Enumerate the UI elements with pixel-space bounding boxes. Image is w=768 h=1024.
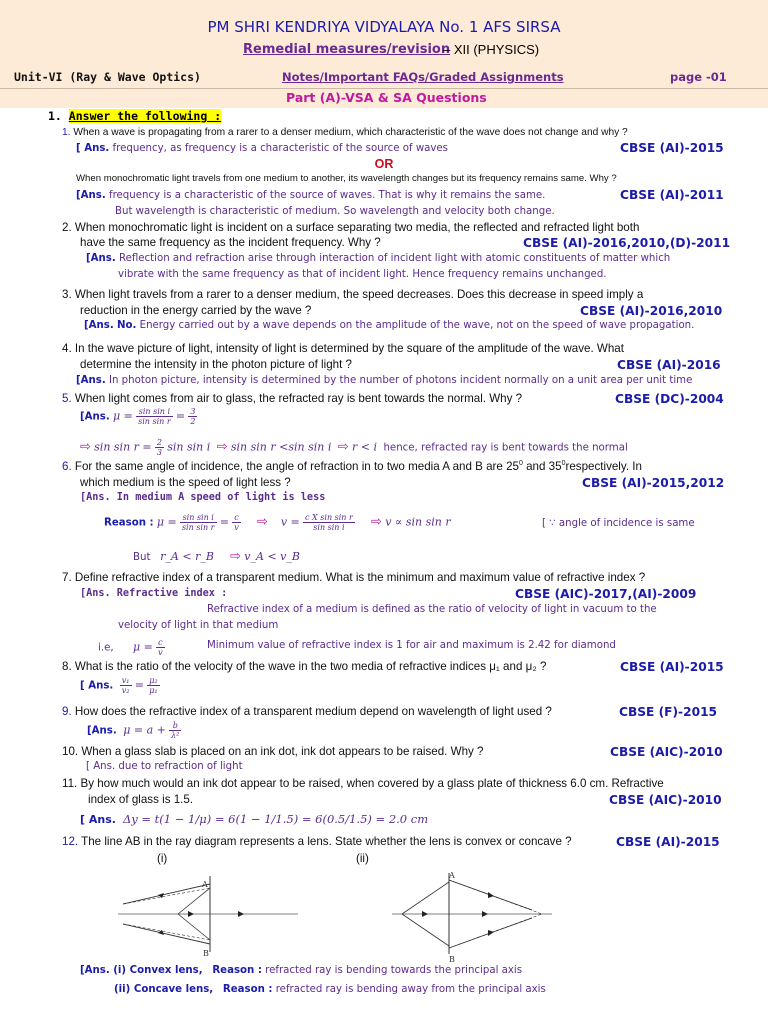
q5-frac-1: [136, 407, 173, 426]
label-b: B: [203, 949, 209, 958]
school-name: PM SHRI KENDRIYA VIDYALAYA No. 1 AFS SIRSA: [207, 18, 561, 36]
ray-upper-refracted: [402, 882, 449, 914]
q5-l2c: sin sin r <sin sin i: [230, 440, 332, 454]
q5-mu: μ =: [112, 409, 133, 423]
q5-frac-3-den: 3: [156, 448, 162, 457]
q10-cbse: CBSE (AIC)-2010: [610, 745, 723, 759]
q8-frac-2-num: μ₂: [149, 676, 158, 685]
arrow-icon: [422, 911, 428, 917]
q6-frac-3-num: c X sin sin r: [305, 513, 353, 522]
q9-cbse: CBSE (F)-2015: [619, 705, 718, 719]
q3-ans-no: No.: [116, 320, 137, 331]
q5-ans-label: [Ans.: [80, 411, 110, 423]
q5-frac-2-num: 3: [190, 407, 196, 416]
q9-frac-den: λ²: [171, 731, 180, 740]
q4-line1: 4. In the wave picture of light, intensity of light is determined by the square of the amplitude of the wave. What: [62, 342, 624, 355]
q7-definition-1: Refractive index of a medium is defined as the ratio of velocity of light in vacuum to the: [207, 604, 657, 615]
q1-question: [62, 127, 628, 138]
q2-ans-label: [Ans.: [86, 253, 116, 264]
q7-frac-num: c: [156, 638, 165, 648]
q6-frac-1-num: sin sin i: [180, 513, 217, 523]
q11-answer: [80, 812, 428, 826]
q3-cbse: CBSE (AI)-2016,2010: [580, 304, 723, 318]
q4-line2: determine the intensity in the photon picture of light ?: [80, 358, 352, 371]
q2-ans-text: Reflection and refraction arise through interaction of incident light with atomic constituents of matter which: [118, 253, 671, 264]
ray-lower-incident: [123, 924, 210, 944]
q5-l2a: sin sin r =: [94, 440, 152, 454]
q12-answer-2: [114, 984, 546, 995]
q5-l2e: hence, refracted ray is bent towards the normal: [383, 442, 628, 454]
section-number: 1.: [48, 109, 62, 123]
header-rule: [0, 88, 768, 89]
q5-frac-3-num: 2: [156, 438, 162, 447]
q9-ans-label: [Ans.: [87, 725, 117, 737]
q5-text: When light comes from air to glass, the refracted ray is bent towards the normal. Why ?: [74, 392, 523, 405]
q8-answer: [80, 676, 160, 695]
arrow-icon: [482, 911, 488, 917]
q9-answer: [87, 721, 181, 740]
arrow-icon: ⇨: [337, 439, 349, 455]
q12-cbse: CBSE (AI)-2015: [616, 835, 720, 849]
q7-answer: [Ans. Refractive index :: [80, 588, 228, 599]
q6-mu: μ =: [156, 515, 177, 529]
section-heading: [48, 109, 221, 123]
arrow-icon: ⇨: [256, 514, 268, 530]
q12-ans2-reason: Reason :: [222, 984, 273, 995]
q2-answer: [86, 253, 670, 264]
q6-but: But: [133, 552, 151, 563]
q12-question: [62, 835, 572, 848]
q6-number: 6.: [62, 460, 72, 473]
remedial-title: Remedial measures/revision: [243, 42, 451, 57]
q9-question: [62, 705, 552, 718]
q4-answer: [76, 375, 692, 386]
ray-lower-refracted: [178, 914, 210, 940]
page-number: page -01: [670, 70, 727, 84]
q5-frac-1-den: sin sin r: [138, 417, 171, 426]
q5-l2b: sin sin i: [167, 440, 211, 454]
q10-question: 10. When a glass slab is placed on an ink dot, ink dot appears to be raised. Why ?: [62, 745, 484, 758]
q6-frac-2: [232, 513, 241, 532]
q7-line1: 7. Define refractive index of a transparent medium. What is the minimum and maximum value of refractive index ?: [62, 571, 646, 584]
q6-frac-3: [303, 513, 355, 532]
q4-ans-text: In photon picture, intensity is determined by the number of photons incident normally on a unit area per unit time: [108, 375, 693, 386]
q1b-answer: [76, 190, 545, 201]
arrow-icon: ⇨: [230, 549, 242, 564]
q3-line2: reduction in the energy carried by the wave ?: [80, 304, 312, 317]
unit-label: Unit-VI (Ray & Wave Optics): [14, 70, 201, 84]
part-title: Part (A)-VSA & SA Questions: [286, 90, 487, 105]
q5-cbse: CBSE (DC)-2004: [615, 392, 724, 406]
label-a: A: [202, 880, 208, 889]
q12-ans1-label: [Ans. (i) Convex lens,: [80, 965, 203, 976]
q6-frac-3-den: sin sin i: [313, 523, 345, 532]
q12-ans2-text: refracted ray is bending away from the principal axis: [275, 984, 546, 995]
q6-sup-1: 0: [518, 460, 523, 468]
q5-answer-line2: [80, 438, 628, 457]
q5-eq1: =: [175, 409, 186, 423]
q11-line1: 11. By how much would an ink dot appear to be raised, when covered by a glass plate of thickness 6.0 cm. Refractive: [62, 777, 664, 790]
q1b-ans-label: [Ans.: [76, 190, 106, 201]
ray-upper-dashed: [123, 888, 210, 904]
arrow-icon: [488, 930, 494, 936]
q5-frac-2: [188, 407, 197, 426]
q3-ans-text: Energy carried out by a wave depends on the amplitude of the wave, not on the speed of wave propagation.: [139, 320, 695, 331]
q1-text: When a wave is propagating from a rarer to a denser medium, which characteristic of the wave does not change and why ?: [73, 127, 628, 138]
q12-ans1-reason: Reason :: [212, 965, 262, 976]
q7-frac-den: v: [158, 648, 163, 657]
q9-text: How does the refractive index of a transparent medium depend on wavelength of light used ?: [74, 705, 552, 718]
notes-label: Notes/Important FAQs/Graded Assignments: [282, 70, 564, 84]
q12-ans1-text: refracted ray is bending towards the principal axis: [265, 965, 523, 976]
q6-frac-2-num: c: [232, 513, 241, 523]
q6-but-1: r_A < r_B: [160, 550, 214, 563]
q1-cbse: CBSE (AI)-2015: [620, 141, 724, 155]
arrow-icon: [188, 911, 194, 917]
q5-l2d: r < i: [351, 440, 377, 454]
q6-text-3: respectively. In: [565, 460, 642, 473]
label-b: B: [449, 955, 455, 964]
q3-ans-label: [Ans.: [84, 320, 114, 331]
q2-cbse: CBSE (AI)-2016,2010,(D)-2011: [523, 236, 731, 250]
ray-diagram-concave: [392, 868, 552, 966]
q2-answer-2: vibrate with the same frequency as that of incident light. Hence frequency remains unchanged.: [118, 269, 607, 280]
q8-frac-2: [147, 676, 159, 695]
or-divider: OR: [374, 157, 394, 171]
q6-cbse: CBSE (AI)-2015,2012: [582, 476, 725, 490]
q12-text: The line AB in the ray diagram represents a lens. State whether the lens is convex or concave ?: [81, 835, 572, 848]
q6-but-line: [133, 549, 300, 564]
ray-upper-refracted: [178, 888, 210, 914]
q5-frac-1-num: sin sin i: [136, 407, 173, 417]
q12-ans2-label: (ii) Concave lens,: [114, 984, 214, 995]
q11-ans-label: [ Ans.: [80, 813, 116, 826]
arrow-icon: [488, 892, 494, 898]
q7-cbse: CBSE (AIC)-2017,(AI)-2009: [515, 587, 697, 601]
q1b-answer-2: But wavelength is characteristic of medium. So wavelength and velocity both change.: [115, 206, 555, 217]
arrow-icon: [238, 911, 244, 917]
q10-answer: [ Ans. due to refraction of light: [86, 761, 243, 772]
q4-cbse: CBSE (AI)-2016: [617, 358, 721, 372]
fig-label-ii: (ii): [356, 852, 369, 865]
q1-ans-text: frequency, as frequency is a characteristic of the source of waves: [112, 143, 448, 154]
label-a: A: [449, 871, 455, 880]
q1-ans-label: [ Ans.: [76, 143, 110, 154]
q6-prop: v ∝ sin sin r: [385, 515, 451, 529]
q7-mu: μ =: [133, 640, 153, 654]
q6-note: [ ∵ angle of incidence is same: [542, 518, 695, 529]
q6-frac-1: [180, 513, 217, 532]
q8-frac-1: [120, 676, 132, 695]
section-title: Answer the following :: [68, 109, 222, 123]
q11-line2: index of glass is 1.5.: [88, 793, 194, 806]
q11-cbse: CBSE (AIC)-2010: [609, 793, 722, 807]
fig-label-i: (i): [157, 852, 168, 865]
q6-frac-1-den: sin sin r: [181, 523, 215, 532]
q6-but-2: v_A < v_B: [244, 550, 300, 563]
q11-equation: Δy = t(1 − 1/μ) = 6(1 − 1/1.5) = 6(0.5/1.5) = 2.0 cm: [122, 812, 429, 826]
arrow-icon: ⇨: [216, 439, 228, 455]
ray-lower-refracted: [402, 914, 449, 946]
q9-frac: [169, 721, 181, 740]
q12-answer-1: [80, 965, 522, 976]
q8-question: 8. What is the ratio of the velocity of the wave in the two media of refractive indices μ₁ and μ₂ ?: [62, 660, 547, 673]
q2-line1: 2. When monochromatic light is incident on a surface separating two media, the reflected and refracted light both: [62, 221, 640, 234]
ray-lower-dashed: [123, 924, 210, 940]
q7-frac: [156, 638, 165, 657]
q8-frac-2-den: μ₁: [149, 686, 158, 695]
q7-definition-2: velocity of light in that medium: [118, 620, 279, 631]
q6-answer: [Ans. In medium A speed of light is less: [80, 492, 326, 503]
q1b-question: When monochromatic light travels from one medium to another, its wavelength changes but its frequency remains same. Why ?: [76, 173, 617, 184]
q9-frac-num: b: [169, 721, 181, 731]
q3-answer: [84, 320, 694, 331]
q7-formula: [98, 638, 165, 657]
q1-answer: [76, 143, 448, 154]
class-label: – XII (PHYSICS): [443, 42, 540, 57]
q6-reason-line: [104, 513, 451, 532]
arrow-icon: ⇨: [371, 514, 382, 530]
q5-frac-2-den: 2: [190, 417, 196, 426]
q6-text-2: and 35: [522, 460, 562, 473]
arrow-icon: ⇨: [80, 439, 91, 455]
q8-ans-label: [ Ans.: [80, 680, 114, 692]
q6-question: [62, 460, 642, 473]
q5-number: 5.: [62, 392, 72, 405]
q6-v: v =: [280, 515, 300, 529]
q1b-cbse: CBSE (AI)-2011: [620, 188, 724, 202]
q9-eq: μ = a +: [123, 723, 166, 737]
q2-line2: have the same frequency as the incident frequency. Why ?: [80, 236, 381, 249]
q5-frac-3: [155, 438, 164, 457]
q7-ie: i.e,: [98, 642, 114, 654]
q1b-ans-text: frequency is a characteristic of the source of waves. That is why it remains the same.: [108, 190, 546, 201]
q12-number: 12.: [62, 835, 79, 848]
q7-minmax: Minimum value of refractive index is 1 for air and maximum is 2.42 for diamond: [207, 640, 616, 651]
q1-number: 1.: [62, 127, 71, 138]
q4-ans-label: [Ans.: [76, 375, 106, 386]
q8-frac-1-den: v₂: [121, 686, 130, 695]
q6-eq: =: [219, 515, 229, 529]
q6-sup-2: 0: [561, 460, 566, 468]
q3-line1: 3. When light travels from a rarer to a denser medium, the speed decreases. Does this decrease in speed imply a: [62, 288, 644, 301]
ray-upper-incident: [123, 884, 210, 904]
q6-reason-label: Reason :: [104, 517, 154, 529]
q8-frac-1-num: v₁: [121, 676, 130, 685]
q6-line2: which medium is the speed of light less ?: [80, 476, 291, 489]
q5-question: [62, 392, 522, 405]
q8-cbse: CBSE (AI)-2015: [620, 660, 724, 674]
q5-answer-line1: [80, 407, 197, 426]
ray-diagram-convex: [118, 866, 298, 964]
q8-eq: =: [134, 678, 144, 692]
q6-text-1: For the same angle of incidence, the angle of refraction in to two media A and B are 25: [74, 460, 519, 473]
q6-frac-2-den: v: [234, 523, 239, 532]
q9-number: 9.: [62, 705, 72, 718]
